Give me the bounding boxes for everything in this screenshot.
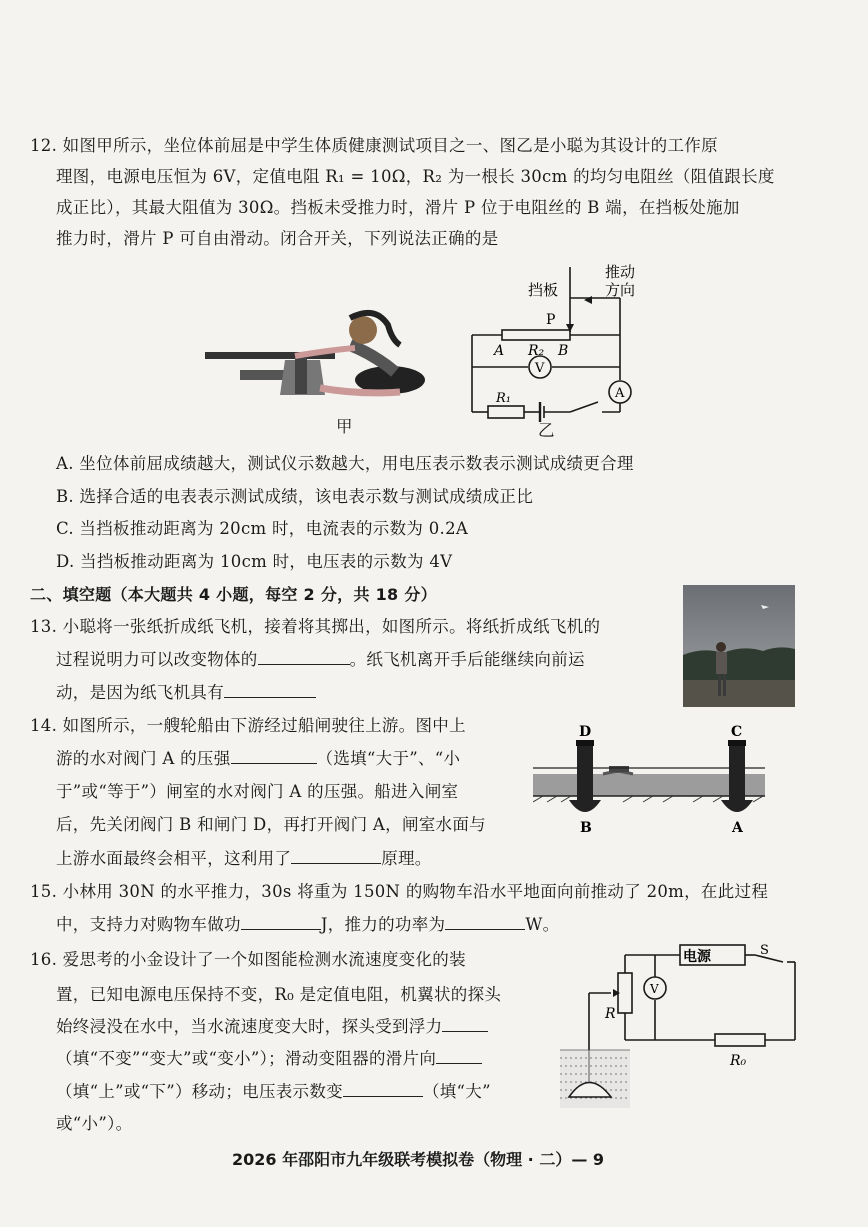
answer-blank[interactable] (291, 845, 381, 864)
q14-line-5 (56, 844, 432, 874)
ship-lock-diagram (533, 722, 765, 834)
rheostat-r-label: R (605, 1006, 616, 1022)
q13-line-2-start: 过程说明力可以改变物体的 (56, 650, 258, 669)
paper-plane-photo (683, 585, 795, 707)
q14-line-5-start: 上游水面最终会相平，这利用了 (56, 849, 292, 868)
q14-line-2-end: （选填“大于”、“小 (316, 749, 461, 768)
q16-line-4-start: （填“不变”“变大”或“变小”）；滑动变阻器的滑片向 (56, 1049, 437, 1068)
q16-line-1: 16. 爱思考的小金设计了一个如图能检测水流速度变化的装 (30, 950, 466, 969)
q14-line-2 (56, 744, 460, 774)
q14-line-2-start: 游的水对阀门 A 的压强 (56, 749, 231, 768)
q16-line-3 (56, 1012, 488, 1042)
option-c: C. 当挡板推动距离为 20cm 时，电流表的示数为 0.2A (56, 519, 469, 538)
q16-line-2: 置，已知电源电压保持不变，R₀ 是定值电阻，机翼状的探头 (56, 985, 502, 1004)
push-label-1: 推动 (605, 263, 636, 281)
q14-line-4: 后，先关闭阀门 B 和闸门 D，再打开阀门 A，闸室水面与 (56, 815, 486, 834)
gate-c-label: C (731, 724, 743, 740)
q13-line-3 (56, 678, 316, 708)
voltmeter-label: V (535, 361, 545, 376)
push-label-2: 方向 (605, 281, 636, 299)
q14-line-5-end: 原理。 (381, 849, 432, 868)
answer-blank[interactable] (241, 911, 321, 930)
answer-blank[interactable] (224, 679, 316, 698)
answer-blank[interactable] (343, 1078, 423, 1097)
q16-line-3-start: 始终浸没在水中，当水流速度变大时，探头受到浮力 (56, 1017, 443, 1036)
q15-line-2-end: W。 (525, 915, 560, 934)
voltmeter-label: V (650, 982, 659, 996)
q12-line-2: 理图，电源电压恒为 6V，定值电阻 R₁ = 10Ω，R₂ 为一根长 30cm 的均匀电阻丝（阻值跟长度 (56, 167, 775, 186)
answer-blank[interactable] (442, 1013, 488, 1032)
sit-and-reach-figure (200, 300, 450, 405)
r1-label: R₁ (496, 391, 511, 406)
section-2-heading: 二、填空题（本大题共 4 小题，每空 2 分，共 18 分） (30, 585, 437, 604)
r0-label: R₀ (730, 1053, 747, 1069)
figure-yi-label: 乙 (538, 421, 555, 440)
q16-line-4 (56, 1044, 482, 1074)
q16-line-5-end: （填“大” (422, 1082, 491, 1101)
q14-line-1: 14. 如图所示，一艘轮船由下游经过船闸驶往上游。图中上 (30, 716, 466, 735)
page-footer: 2026 年邵阳市九年级联考模拟卷（物理 · 二）— 9 (232, 1150, 605, 1169)
q13-line-2 (56, 645, 585, 675)
ammeter-label: A (615, 386, 625, 401)
slider-p-label: P (546, 312, 556, 328)
q12-line-3: 成正比），其最大阻值为 30Ω。挡板未受推力时，滑片 P 位于电阻丝的 B 端，在挡板处施加 (56, 198, 740, 217)
answer-blank[interactable] (231, 745, 317, 764)
option-a: A. 坐位体前屈成绩越大，测试仪示数越大，用电压表示数表示测试成绩更合理 (56, 454, 634, 473)
figure-jia-label: 甲 (336, 417, 353, 436)
option-d: D. 当挡板推动距离为 10cm 时，电压表的示数为 4V (56, 552, 453, 571)
water-flow-circuit (555, 940, 805, 1110)
q13-line-3-start: 动，是因为纸飞机具有 (56, 683, 224, 702)
valve-b-label: B (580, 820, 592, 834)
gate-d-label: D (579, 724, 592, 740)
q15-line-2-mid: J，推力的功率为 (320, 915, 446, 934)
q16-line-5 (56, 1077, 491, 1107)
end-a-label: A (494, 343, 505, 359)
q12-line-1: 12. 如图甲所示，坐位体前屈是中学生体质健康测试项目之一、图乙是小聪为其设计的工作原 (30, 136, 718, 155)
answer-blank[interactable] (436, 1045, 482, 1064)
q12-line-4: 推力时，滑片 P 可自由滑动。闭合开关，下列说法正确的是 (56, 229, 499, 248)
q16-line-5-start: （填“上”或“下”）移动；电压表示数变 (56, 1082, 343, 1101)
power-supply-label: 电源 (683, 949, 711, 965)
q15-line-1: 15. 小林用 30N 的水平推力，30s 将重为 150N 的购物车沿水平地面向前推动了 20m，在此过程 (30, 882, 769, 901)
q15-line-2-start: 中，支持力对购物车做功 (56, 915, 241, 934)
baffle-label: 挡板 (528, 281, 559, 299)
end-b-label: B (558, 343, 569, 359)
q16-line-6: 或“小”）。 (56, 1114, 133, 1133)
switch-s-label: S (760, 943, 769, 958)
q15-line-2 (56, 910, 559, 940)
q14-line-3: 于”或“等于”）闸室的水对阀门 A 的压强。船进入闸室 (56, 782, 459, 801)
valve-a-label: A (732, 820, 743, 834)
r2-label: R₂ (528, 343, 545, 359)
q13-line-1: 13. 小聪将一张纸折成纸飞机，接着将其掷出，如图所示。将纸折成纸飞机的 (30, 617, 601, 636)
q13-line-2-end: 。纸飞机离开手后能继续向前运 (349, 650, 585, 669)
sliding-resistor-circuit (460, 262, 660, 442)
option-b: B. 选择合适的电表表示测试成绩，该电表示数与测试成绩成正比 (56, 487, 534, 506)
answer-blank[interactable] (445, 911, 525, 930)
answer-blank[interactable] (258, 646, 350, 665)
